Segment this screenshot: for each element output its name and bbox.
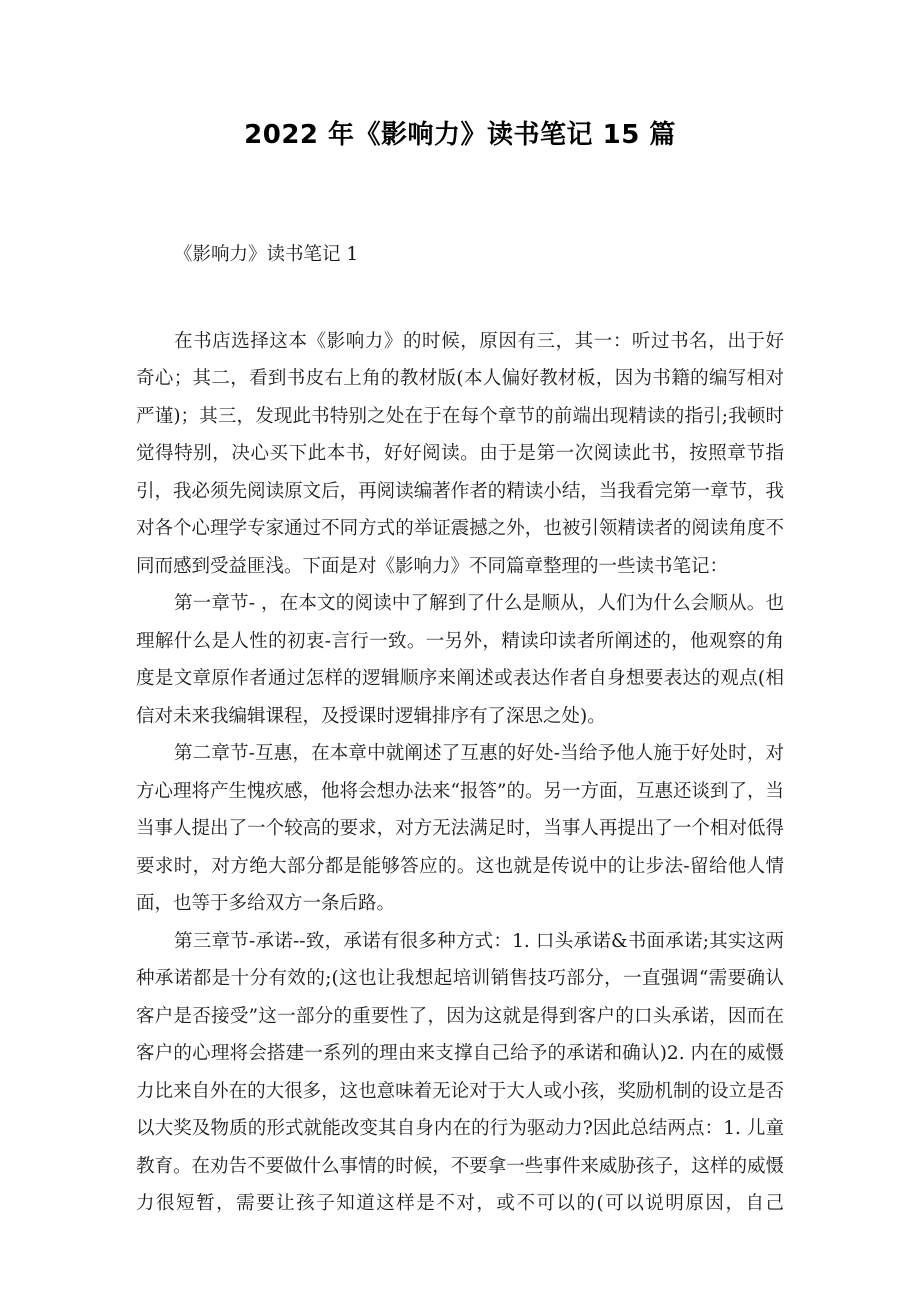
paragraph-chapter-two: 第二章节-互惠，在本章中就阐述了互惠的好处-当给予他人施于好处时，对方心理将产生愧疚感，他将会想办法来“报答”的。另一方面，互惠还谈到了，当当事人提出了一个较高的要求，对方无法满足时，当事人再提出了一个相对低得要求时，对方绝大部分都是能够答应的。这也就是传说中的让步法-留给他人情面，也等于多给双方一条后路。 [136,743,784,914]
paragraph-chapter-one: 第一章节- ，在本文的阅读中了解到了什么是顺从，人们为什么会顺从。也理解什么是人性的初衷-言行一致。一另外，精读印读者所阐述的，他观察的角度是文章原作者通过怎样的逻辑顺序来阐述或表达作者自身想要表达的观点(相信对未来我编辑课程，及授课时逻辑排序有了深思之处)。 [136,593,784,727]
paragraph-chapter-three: 第三章节-承诺--致，承诺有很多种方式：1. 口头承诺&书面承诺;其实这两种承诺都是十分有效的;(这也让我想起培训销售技巧部分，一直强调“需要确认客户是否接受”这一部分的重要性了，因为这就是得到客户的口头承诺，因而在客户的心理将会搭建一系列的理由来支撑自己给予的承诺和确认)2. 内在的威慑力比来自外在的大很多，这也意味着无论对于大人或小孩，奖励机制的设立是否以大奖及物质的形式就能改变其自身内在的行为驱动力?因此总结两点：1. 儿童教育。在劝告不要做什么事情的时候，不要拿一些事件来威胁孩子，这样的威慑力很短暂，需要让孩子知道这样是不对，或不可以的(可以说明原因，自己 [136,930,784,1214]
paragraph-intro: 在书店选择这本《影响力》的时候，原因有三，其一：听过书名，出于好奇心；其二，看到书皮右上角的教材版(本人偏好教材板，因为书籍的编写相对严谨)；其三，发现此书特别之处在于在每个章节的前端出现精读的指引;我顿时觉得特别，决心买下此本书，好好阅读。由于是第一次阅读此书，按照章节指引，我必须先阅读原文后，再阅读编著作者的精读小结，当我看完第一章节，我对各个心理学专家通过不同方式的举证震撼之外，也被引领精读者的阅读角度不同而感到受益匪浅。下面是对《影响力》不同篇章整理的一些读书笔记： [136,330,784,577]
section-subtitle: 《影响力》读书笔记 1 [174,244,359,265]
page-title: 2022 年《影响力》读书笔记 15 篇 [244,120,676,150]
subtitle-spacer [136,274,784,323]
document-body [136,236,784,1223]
